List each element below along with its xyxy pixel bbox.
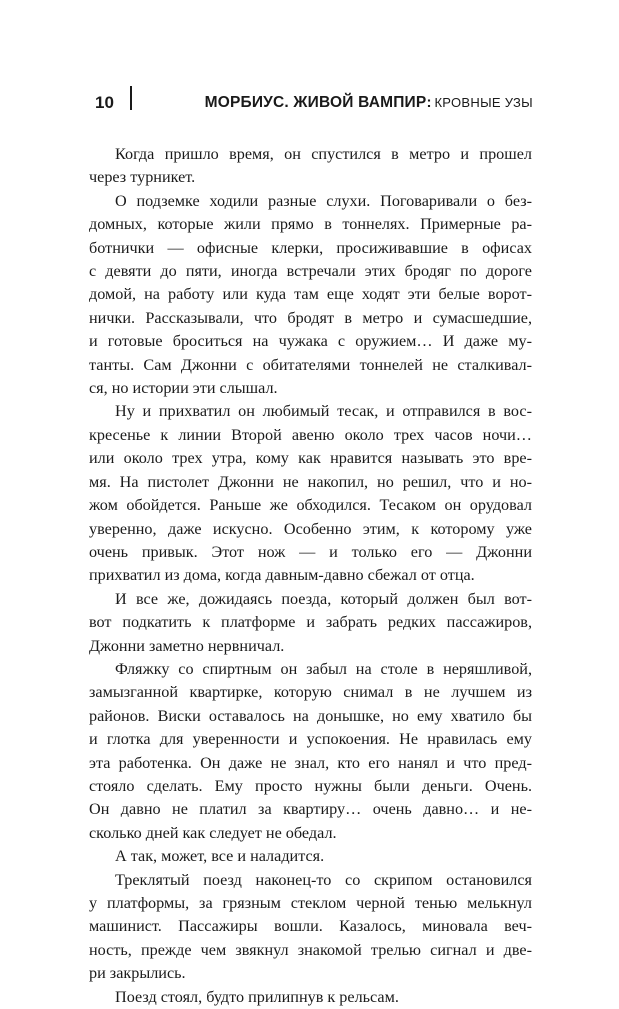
text-line: Ну и прихватил он любимый тесак, и отправился в вос-	[115, 402, 532, 421]
text-line: Фляжку со спиртным он забыл на столе в неряшливой,	[115, 659, 532, 678]
text-line: ри закрылись.	[89, 964, 186, 983]
text-line: Поезд стоял, будто прилипнув к рельсам.	[115, 987, 399, 1006]
text-line: ботнички — офисные клерки, просиживавшие в офисах	[89, 238, 532, 257]
book-title-subtitle: КРОВНЫЕ УЗЫ	[434, 95, 533, 110]
text-line: жом обойдется. Раньше же обходился. Тесаком он орудовал	[89, 496, 532, 515]
page-number: 10	[95, 93, 114, 112]
text-line: машинист. Пассажиры вошли. Казалось, миновала веч-	[89, 917, 532, 936]
text-line: кресенье к линии Второй авеню около трех часов ночи…	[89, 425, 532, 444]
text-line: Джонни заметно нервничал.	[89, 636, 285, 655]
text-line: нички. Рассказывали, что бродят в метро и сумасшедшие,	[89, 308, 532, 327]
book-title-main: МОРБИУС. ЖИВОЙ ВАМПИР	[204, 94, 427, 111]
header-divider	[130, 86, 132, 110]
text-line: И все же, дожидаясь поезда, который должен был вот-	[115, 589, 532, 608]
text-line: уверенно, даже искусно. Особенно этим, к которому уже	[89, 519, 532, 538]
text-line: эта работенка. Он даже не знал, кто его нанял и что пред-	[89, 753, 532, 772]
text-line: прихватил из дома, когда давным-давно сбежал от отца.	[89, 566, 475, 585]
text-line: у платформы, за грязным стеклом черной тенью мелькнул	[89, 894, 532, 912]
text-line: стояло сделать. Ему просто нужны были деньги. Очень.	[89, 776, 532, 795]
text-line: и готовые броситься на чужака с оружием… И даже му-	[89, 332, 532, 351]
text-line: очень привык. Этот нож — и только его — Джонни	[89, 542, 532, 561]
text-line: мя. На пистолет Джонни не накопил, но решил, что и но-	[89, 472, 532, 491]
text-line: домных, которые жили прямо в тоннелях. Примерные ра-	[89, 215, 532, 234]
text-line: ся, но истории эти слышал.	[89, 379, 278, 398]
text-line: ность, прежде чем звякнул знакомой трелью сигнал и две-	[89, 940, 532, 959]
text-line: сколько дней как следует не обедал.	[89, 823, 337, 842]
text-line: вот подкатить к платформе и забрать редких пассажиров,	[89, 613, 532, 632]
body-text	[89, 143, 532, 1009]
text-line: танты. Сам Джонни с обитателями тоннелей не сталкивал-	[89, 355, 532, 374]
book-title-separator: :	[426, 94, 432, 111]
text-line: и глотка для уверенности и успокоения. Не нравилась ему	[89, 730, 532, 749]
text-line: районов. Виски оставалось на донышке, но ему хватило бы	[89, 706, 532, 725]
text-line: с девяти до пяти, иногда встречали этих бродяг по дороге	[89, 262, 532, 281]
book-title	[205, 93, 533, 113]
text-line: замызганной квартирке, которую снимал в не лучшем из	[89, 683, 532, 702]
text-line: О подземке ходили разные слухи. Поговаривали о без-	[115, 191, 532, 210]
running-header	[0, 86, 619, 120]
text-line: Треклятый поезд наконец-то со скрипом остановился	[115, 870, 532, 889]
text-line: Он давно не платил за квартиру… очень давно… и не-	[89, 800, 532, 819]
text-line: или около трех утра, кому как нравится называть это вре-	[89, 449, 532, 468]
text-line: домой, на работу или куда там еще ходят эти белые ворот-	[89, 285, 532, 304]
text-line: А так, может, все и наладится.	[115, 847, 325, 866]
text-line: Когда пришло время, он спустился в метро и прошел	[115, 145, 532, 163]
text-line: через турникет.	[89, 168, 196, 187]
